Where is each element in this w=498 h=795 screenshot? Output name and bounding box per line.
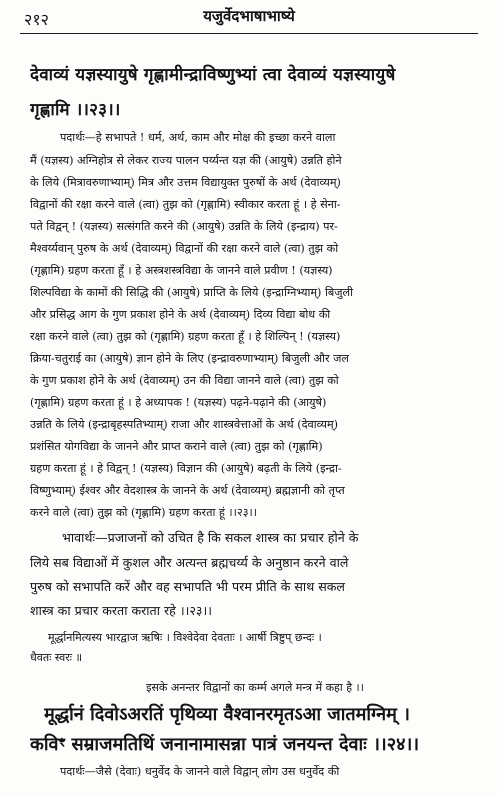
padartha-23-line: पदार्थः—हे सभापते ! धर्म, अर्थ, काम और मोक्ष की इच्छा करने वाला [60, 131, 336, 144]
padartha-23-line: और प्रसिद्ध आग के गुण प्रकाश होने के अर्थ (देवाव्यम्) दिव्य विद्या बोध की [30, 308, 331, 321]
rishi-devata-line: मूर्द्धानमित्यस्य भारद्वाज ऋषिः । विश्वेदेवा देवताः । आर्षी त्रिष्टुप् छन्दः । [48, 631, 322, 644]
mantra-23-line-2: गृह्णामि ।।२३।। [30, 100, 121, 120]
padartha-23-line: शिल्पविद्या के कामों की सिद्धि की (आयुषे) प्राप्ति के लिये (इन्द्राग्निभ्याम्) बिजुली [30, 286, 354, 299]
padartha-23-line: रक्षा करने वाले (त्वा) तुझ को (गृह्णामि) ग्रहण करता हूँ । हे शिल्पिन् ! (यज्ञस्य) [30, 330, 341, 343]
page-header [20, 4, 478, 30]
padartha-24-line: पदार्थः—जैसे (देवाः) धनुर्वेद के जानने वाले विद्वान् लोग उस धनुर्वेद की [60, 765, 340, 778]
mantra-24-line-2: कविꣳ सम्राजमतिथिं जनानामासन्ना पात्रं जनयन्त देवाः ।।२४।। [30, 734, 420, 755]
padartha-23-line: मैं (यज्ञस्य) अग्निहोत्र से लेकर राज्य पालन पर्य्यन्त यज्ञ की (आयुषे) उन्नति होने [30, 154, 342, 167]
padartha-23-line: क्रिया-चतुराई का (आयुषे) ज्ञान होने के लिए (इन्द्रावरुणाभ्याम्) बिजुली और जल [30, 352, 349, 365]
intro-line: इसके अनन्तर विद्वानों का कर्म्म अगले मन्त्र में कहा है ।। [146, 681, 364, 694]
page-number: २१२ [24, 10, 49, 29]
bhavartha-23-line: शास्त्र का प्रचार करता कराता रहे ।।२३।। [30, 603, 213, 618]
mantra-23-line-1: देवाव्यं यज्ञस्यायुषे गृह्णामीन्द्राविष्णुभ्यां त्वा देवाव्यं यज्ञस्यायुषे [30, 65, 396, 85]
padartha-23-line: (गृह्णामि) ग्रहण करता हूँ । हे अस्त्रशस्त्रविद्या के जानने वाले प्रवीण ! (यज्ञस्य) [30, 264, 333, 277]
padartha-23-line: मैश्वर्य्यवान् पुरुष के अर्थ (देवाव्यम्) विद्वानों की रक्षा करने वाले (त्वा) तुझ को [30, 242, 339, 255]
padartha-23-line: करने वाले (त्वा) तुझ को (गृह्णामि) ग्रहण करता हूं ।।२३।। [30, 506, 258, 519]
mantra-24-line-1: मूर्द्धानं दिवोऽअरतिं पृथिव्या वैश्वानरमृतऽआ जातमग्निम् । [44, 704, 410, 725]
bhavartha-23-line: पुरुष को सभापति करें और वह सभापति भी परम प्रीति के साथ सकल [30, 579, 345, 594]
running-title: यजुर्वेदभाषाभाष्ये [203, 7, 295, 25]
padartha-23-line: प्रशंसित योगविद्या के जानने और प्राप्त कराने वाले (त्वा) तुझ को (गृह्णामि) [30, 440, 323, 453]
bhavartha-23-line: भावार्थः—प्रजाजनों को उचित है कि सकल शास्त्र का प्रचार होने के [62, 530, 359, 545]
padartha-23-line: विद्वानों की रक्षा करने वाले (त्वा) तुझ को (गृह्णामि) स्वीकार करता हूं । हे सेना- [30, 198, 341, 211]
svara-line: धैवतः स्वरः ॥ [30, 651, 83, 664]
padartha-23-line: उन्नति के लिये (इन्द्राबृहस्पतिभ्याम्) राजा और शास्त्रवेत्ताओं के अर्थ (देवाव्यम्) [30, 418, 338, 431]
padartha-23-line: पते विद्वन् ! (यज्ञस्य) सत्संगति करने की (आयुषे) उन्नति के लिये (इन्द्राय) पर- [30, 220, 338, 233]
padartha-23-line: (गृह्णामि) ग्रहण करता हूं । हे अध्यापक ! (यज्ञस्य) पढ़ने-पढ़ाने की (आयुषे) [30, 396, 327, 409]
padartha-23-line: ग्रहण करता हूं । हे विद्वन् ! (यज्ञस्य) विज्ञान की (आयुषे) बढ़ती के लिये (इन्द्रा- [30, 462, 342, 475]
padartha-23-line: के गुण प्रकाश होने के अर्थ (देवाव्यम्) उन की विद्या जानने वाले (त्वा) तुझ को [30, 374, 339, 387]
padartha-23-line: विष्णुभ्याम्) ईश्वर और वेदशास्त्र के जानने के अर्थ (देवाव्यम्) ब्रह्मज्ञानी को तृप्त [30, 484, 345, 497]
bhavartha-23-line: लिये सब विद्याओं में कुशल और अत्यन्त ब्रह्मचर्य्य के अनुष्ठान करने वाले [30, 555, 349, 570]
header-rule [20, 33, 478, 34]
padartha-23-line: के लिये (मित्रावरुणाभ्याम्) मित्र और उत्तम विद्यायुक्त पुरुषों के अर्थ (देवाव्यम्) [30, 176, 341, 189]
